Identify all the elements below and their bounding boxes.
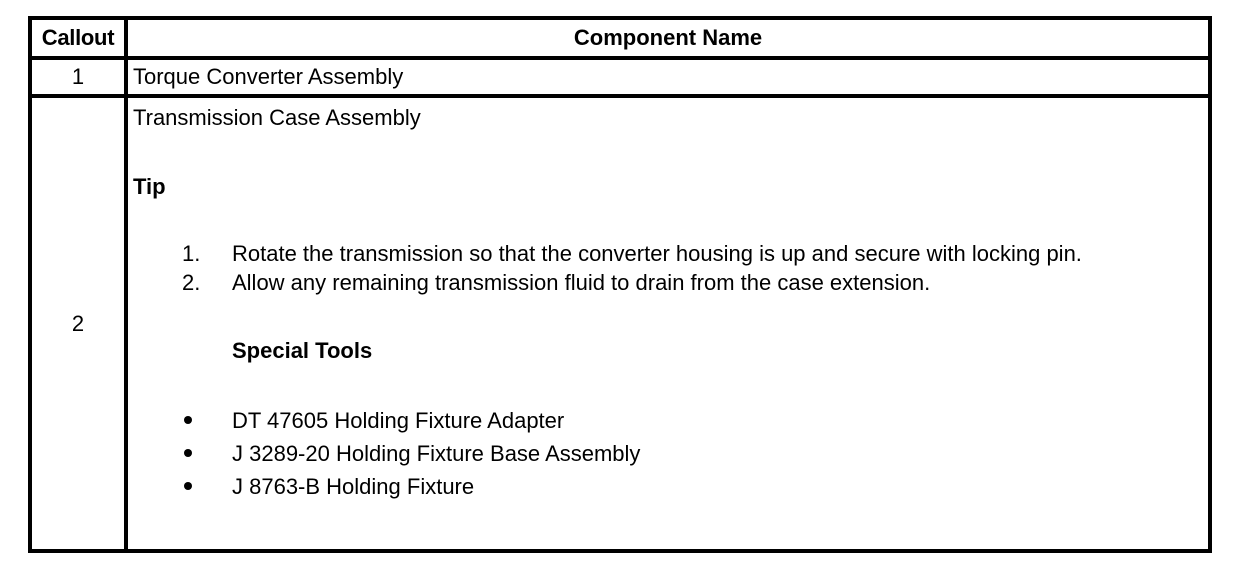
table-row — [30, 58, 1210, 96]
tool-item: J 3289-20 Holding Fixture Base Assembly — [232, 441, 641, 466]
step-number: 1. — [182, 241, 201, 266]
callout-number: 1 — [30, 58, 126, 96]
tool-item: DT 47605 Holding Fixture Adapter — [232, 408, 565, 433]
component-name: Torque Converter Assembly — [126, 58, 1210, 96]
header-row — [30, 18, 1210, 58]
callout-header: Callout — [30, 18, 126, 58]
special-tools-heading: Special Tools — [232, 338, 373, 363]
component-table — [28, 16, 1212, 553]
table-row — [30, 96, 1210, 551]
step-text: Rotate the transmission so that the converter housing is up and secure with locking pin. — [232, 241, 1082, 266]
tip-heading: Tip — [133, 174, 166, 199]
bullet-icon — [184, 449, 192, 457]
bullet-icon — [184, 416, 192, 424]
component-detail-cell — [126, 96, 1210, 551]
component-name: Transmission Case Assembly — [133, 105, 421, 130]
component-name-header: Component Name — [126, 18, 1210, 58]
callout-number: 2 — [30, 96, 126, 551]
bullet-icon — [184, 482, 192, 490]
tool-item: J 8763-B Holding Fixture — [232, 474, 475, 499]
step-text: Allow any remaining transmission fluid to drain from the case extension. — [232, 270, 931, 295]
step-number: 2. — [182, 270, 201, 295]
